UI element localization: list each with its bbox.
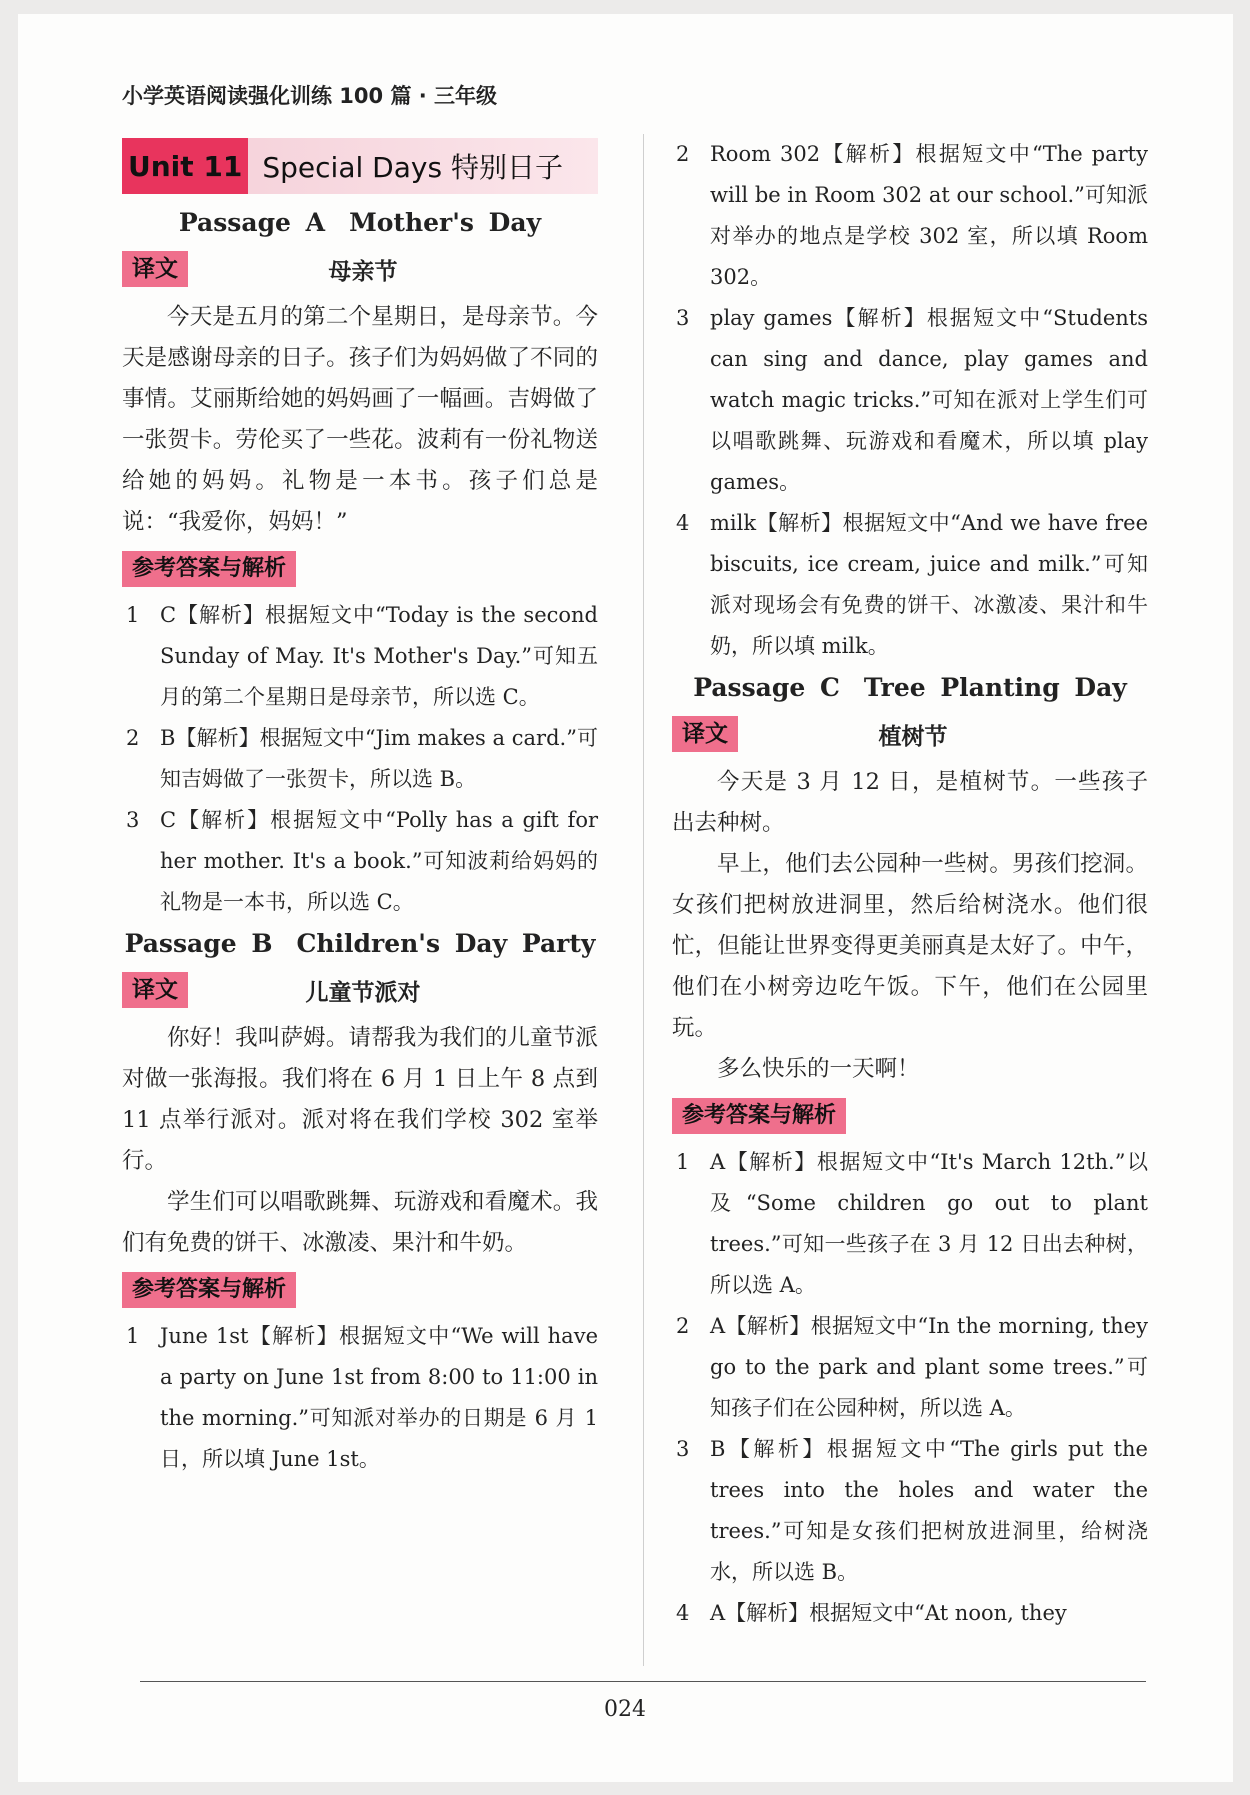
- passage-b-translation-title: 儿童节派对: [305, 979, 421, 1006]
- answers-tag: 参考答案与解析: [122, 1272, 296, 1308]
- translation-tag: 译文: [122, 251, 188, 287]
- column-divider: [643, 134, 644, 1666]
- passage-b-answers-header: [122, 1272, 598, 1308]
- answer-number: 3: [126, 808, 140, 832]
- passage-b-name: Children's Day Party: [296, 929, 596, 958]
- passage-a-answers-header: [122, 551, 598, 587]
- answer-number: 4: [676, 1601, 690, 1625]
- answer-item: [672, 1593, 1148, 1634]
- unit-banner: [122, 138, 598, 194]
- answer-item: [672, 134, 1148, 298]
- page-number: 024: [604, 1697, 646, 1722]
- answer-number: 3: [676, 1437, 690, 1461]
- answer-item: [672, 1429, 1148, 1593]
- passage-b-paragraph: 你好！我叫萨姆。请帮我为我们的儿童节派对做一张海报。我们将在 6 月 1 日上午 8 点到 11 点举行派对。派对将在我们学校 302 室举行。: [122, 1025, 598, 1174]
- answer-item: [672, 298, 1148, 503]
- answer-item: [122, 800, 598, 923]
- answer-number: 2: [676, 1314, 690, 1338]
- answer-number: 1: [676, 1150, 690, 1174]
- answer-text: A【解析】根据短文中“At noon, they: [710, 1601, 1067, 1625]
- answer-number: 3: [676, 306, 690, 330]
- translation-tag: 译文: [672, 716, 738, 752]
- passage-b-label: Passage B: [124, 929, 273, 958]
- passage-b-title: [122, 929, 598, 958]
- answer-text: June 1st【解析】根据短文中“We will have a party on June 1st from 8:00 to 11:00 in the morning.”可知派对举办的日期是 6 月 1 日，所以填 June 1st。: [160, 1324, 598, 1471]
- passage-c-paragraph: 早上，他们去公园种一些树。男孩们挖洞。女孩们把树放进洞里，然后给树浇水。他们很忙，但能让世界变得更美丽真是太好了。中午，他们在小树旁边吃午饭。下午，他们在公园里玩。: [672, 851, 1148, 1041]
- answer-text: B【解析】根据短文中“The girls put the trees into the holes and water the trees.”可知是女孩们把树放进洞里，给树浇水，所以选 B。: [710, 1437, 1148, 1584]
- answer-text: C【解析】根据短文中“Polly has a gift for her mother. It's a book.”可知波莉给妈妈的礼物是一本书，所以选 C。: [160, 808, 598, 914]
- unit-title: Special Days 特别日子: [262, 151, 563, 184]
- passage-c-translation-title: 植树节: [878, 723, 948, 750]
- answer-text: play games【解析】根据短文中“Students can sing and dance, play games and watch magic tricks.”可知在派对上学生们可以唱歌跳舞、玩游戏和看魔术，所以填 play games。: [710, 306, 1148, 494]
- answer-text: B【解析】根据短文中“Jim makes a card.”可知吉姆做了一张贺卡，所以选 B。: [160, 726, 598, 791]
- passage-c-label: Passage C: [693, 673, 840, 702]
- passage-a-label: Passage A: [178, 208, 326, 237]
- answer-number: 2: [676, 142, 690, 166]
- running-head: 小学英语阅读强化训练 100 篇 · 三年级: [122, 84, 498, 108]
- right-column: [672, 134, 1148, 1634]
- passage-a-name: Mother's Day: [349, 208, 542, 237]
- translation-tag: 译文: [122, 972, 188, 1008]
- passage-c-translation-header: [672, 714, 1148, 754]
- left-column: [122, 134, 598, 1480]
- answer-number: 1: [126, 603, 140, 627]
- answer-item: [122, 718, 598, 800]
- answer-number: 4: [676, 511, 690, 535]
- passage-a-paragraph: 今天是五月的第二个星期日，是母亲节。今天是感谢母亲的日子。孩子们为妈妈做了不同的事情。艾丽斯给她的妈妈画了一幅画。吉姆做了一张贺卡。劳伦买了一些花。波莉有一份礼物送给她的妈妈。礼物是一本书。孩子们总是说：“我爱你，妈妈！”: [122, 304, 598, 535]
- answers-tag: 参考答案与解析: [672, 1098, 846, 1134]
- answer-item: [122, 1316, 598, 1480]
- footer-rule: [140, 1681, 1146, 1682]
- passage-c-title: [672, 673, 1148, 702]
- answer-text: Room 302【解析】根据短文中“The party will be in Room 302 at our school.”可知派对举办的地点是学校 302 室，所以填 Room 302。: [710, 142, 1148, 289]
- answer-item: [672, 503, 1148, 667]
- answer-item: [672, 1142, 1148, 1306]
- answers-tag: 参考答案与解析: [122, 551, 296, 587]
- passage-a-title: [122, 208, 598, 237]
- passage-a-translation-header: [122, 249, 598, 289]
- passage-c-answers-header: [672, 1098, 1148, 1134]
- passage-c-paragraph: 多么快乐的一天啊！: [717, 1056, 920, 1082]
- answer-item: [672, 1306, 1148, 1429]
- unit-badge: Unit 11: [122, 138, 248, 194]
- passage-b-translation-header: [122, 970, 598, 1010]
- answer-number: 2: [126, 726, 140, 750]
- passage-b-paragraph: 学生们可以唱歌跳舞、玩游戏和看魔术。我们有免费的饼干、冰激凌、果汁和牛奶。: [122, 1189, 598, 1256]
- answer-text: A【解析】根据短文中“In the morning, they go to the park and plant some trees.”可知孩子们在公园种树，所以选 A。: [710, 1314, 1148, 1420]
- passage-c-name: Tree Planting Day: [863, 673, 1127, 702]
- passage-a-translation-title: 母亲节: [328, 258, 398, 285]
- answer-number: 1: [126, 1324, 140, 1348]
- answer-text: C【解析】根据短文中“Today is the second Sunday of May. It's Mother's Day.”可知五月的第二个星期日是母亲节，所以选 C。: [160, 603, 598, 709]
- answer-item: [122, 595, 598, 718]
- answer-text: milk【解析】根据短文中“And we have free biscuits, ice cream, juice and milk.”可知派对现场会有免费的饼干、冰激凌、果汁和牛奶，所以填 milk。: [710, 511, 1148, 658]
- answer-text: A【解析】根据短文中“It's March 12th.”以及“Some children go out to plant trees.”可知一些孩子在 3 月 12 日出去种树，所以选 A。: [710, 1150, 1148, 1297]
- passage-c-paragraph: 今天是 3 月 12 日，是植树节。一些孩子出去种树。: [672, 769, 1148, 836]
